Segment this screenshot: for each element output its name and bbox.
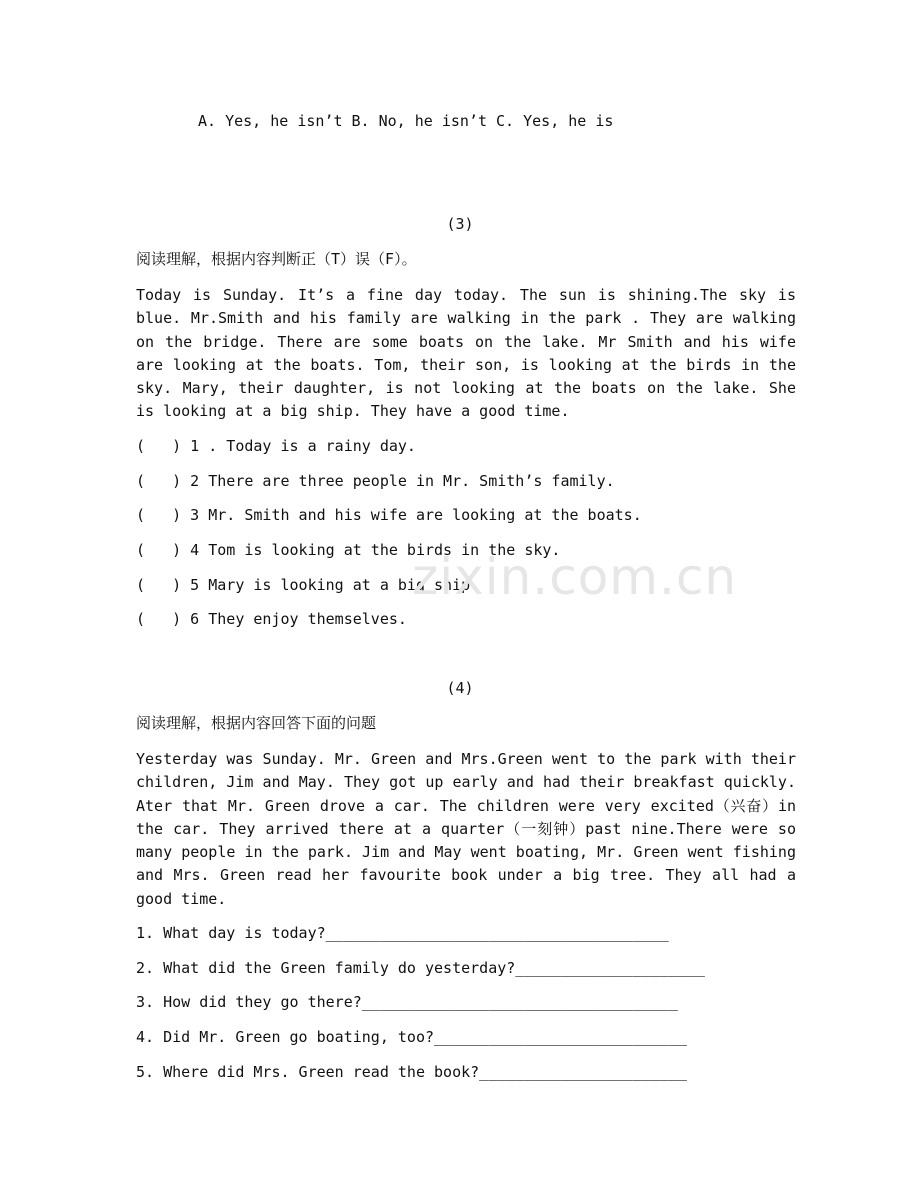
question-5: 5. Where did Mrs. Green read the book?_______________________ xyxy=(136,1063,687,1081)
section-3-instruction: 阅读理解，根据内容判断正（T）误（F）。 xyxy=(136,250,417,268)
question-1: 1. What day is today?______________________________________ xyxy=(136,924,669,942)
section-4-number: (4) xyxy=(446,679,474,697)
watermark: zixin.com.cn xyxy=(412,548,738,606)
true-false-item-4: ( ) 4 Tom is looking at the birds in the sky. xyxy=(136,541,561,559)
true-false-item-5: ( ) 5 Mary is looking at a big ship. xyxy=(136,576,480,594)
section-4-instruction: 阅读理解，根据内容回答下面的问题 xyxy=(136,714,377,732)
question-3: 3. How did they go there?___________________________________ xyxy=(136,993,678,1011)
question-options: A. Yes, he isn’t B. No, he isn’t C. Yes, he is xyxy=(198,112,614,130)
section-3-number: (3) xyxy=(446,215,474,233)
true-false-item-3: ( ) 3 Mr. Smith and his wife are looking at the boats. xyxy=(136,506,642,524)
section-4-passage: Yesterday was Sunday. Mr. Green and Mrs.Green went to the park with their children, Jim and May. They got up early and had their breakfast quickly. Ater that Mr. Green drove a car. The children were very excited（兴奋）in the car. They arrived there at a quarter（一刻钟）past nine.There were so many people in the park. Jim and May went boating, Mr. Green went fishing and Mrs. Green read her favourite book under a big tree. They all had a good time. xyxy=(136,750,796,908)
true-false-item-6: ( ) 6 They enjoy themselves. xyxy=(136,610,407,628)
true-false-item-1: ( ) 1 . Today is a rainy day. xyxy=(136,437,416,455)
question-4: 4. Did Mr. Green go boating, too?____________________________ xyxy=(136,1028,687,1046)
question-2: 2. What did the Green family do yesterday?_____________________ xyxy=(136,959,705,977)
section-3-passage: Today is Sunday. It’s a fine day today. The sun is shining.The sky is blue. Mr.Smith and his family are walking in the park . They are walking on the bridge. There are some boats on the lake. Mr Smith and his wife are looking at the boats. Tom, their son, is looking at the birds in the sky. Mary, their daughter, is not looking at the boats on the lake. She is looking at a big ship. They have a good time. xyxy=(136,286,796,421)
true-false-item-2: ( ) 2 There are three people in Mr. Smith’s family. xyxy=(136,472,615,490)
